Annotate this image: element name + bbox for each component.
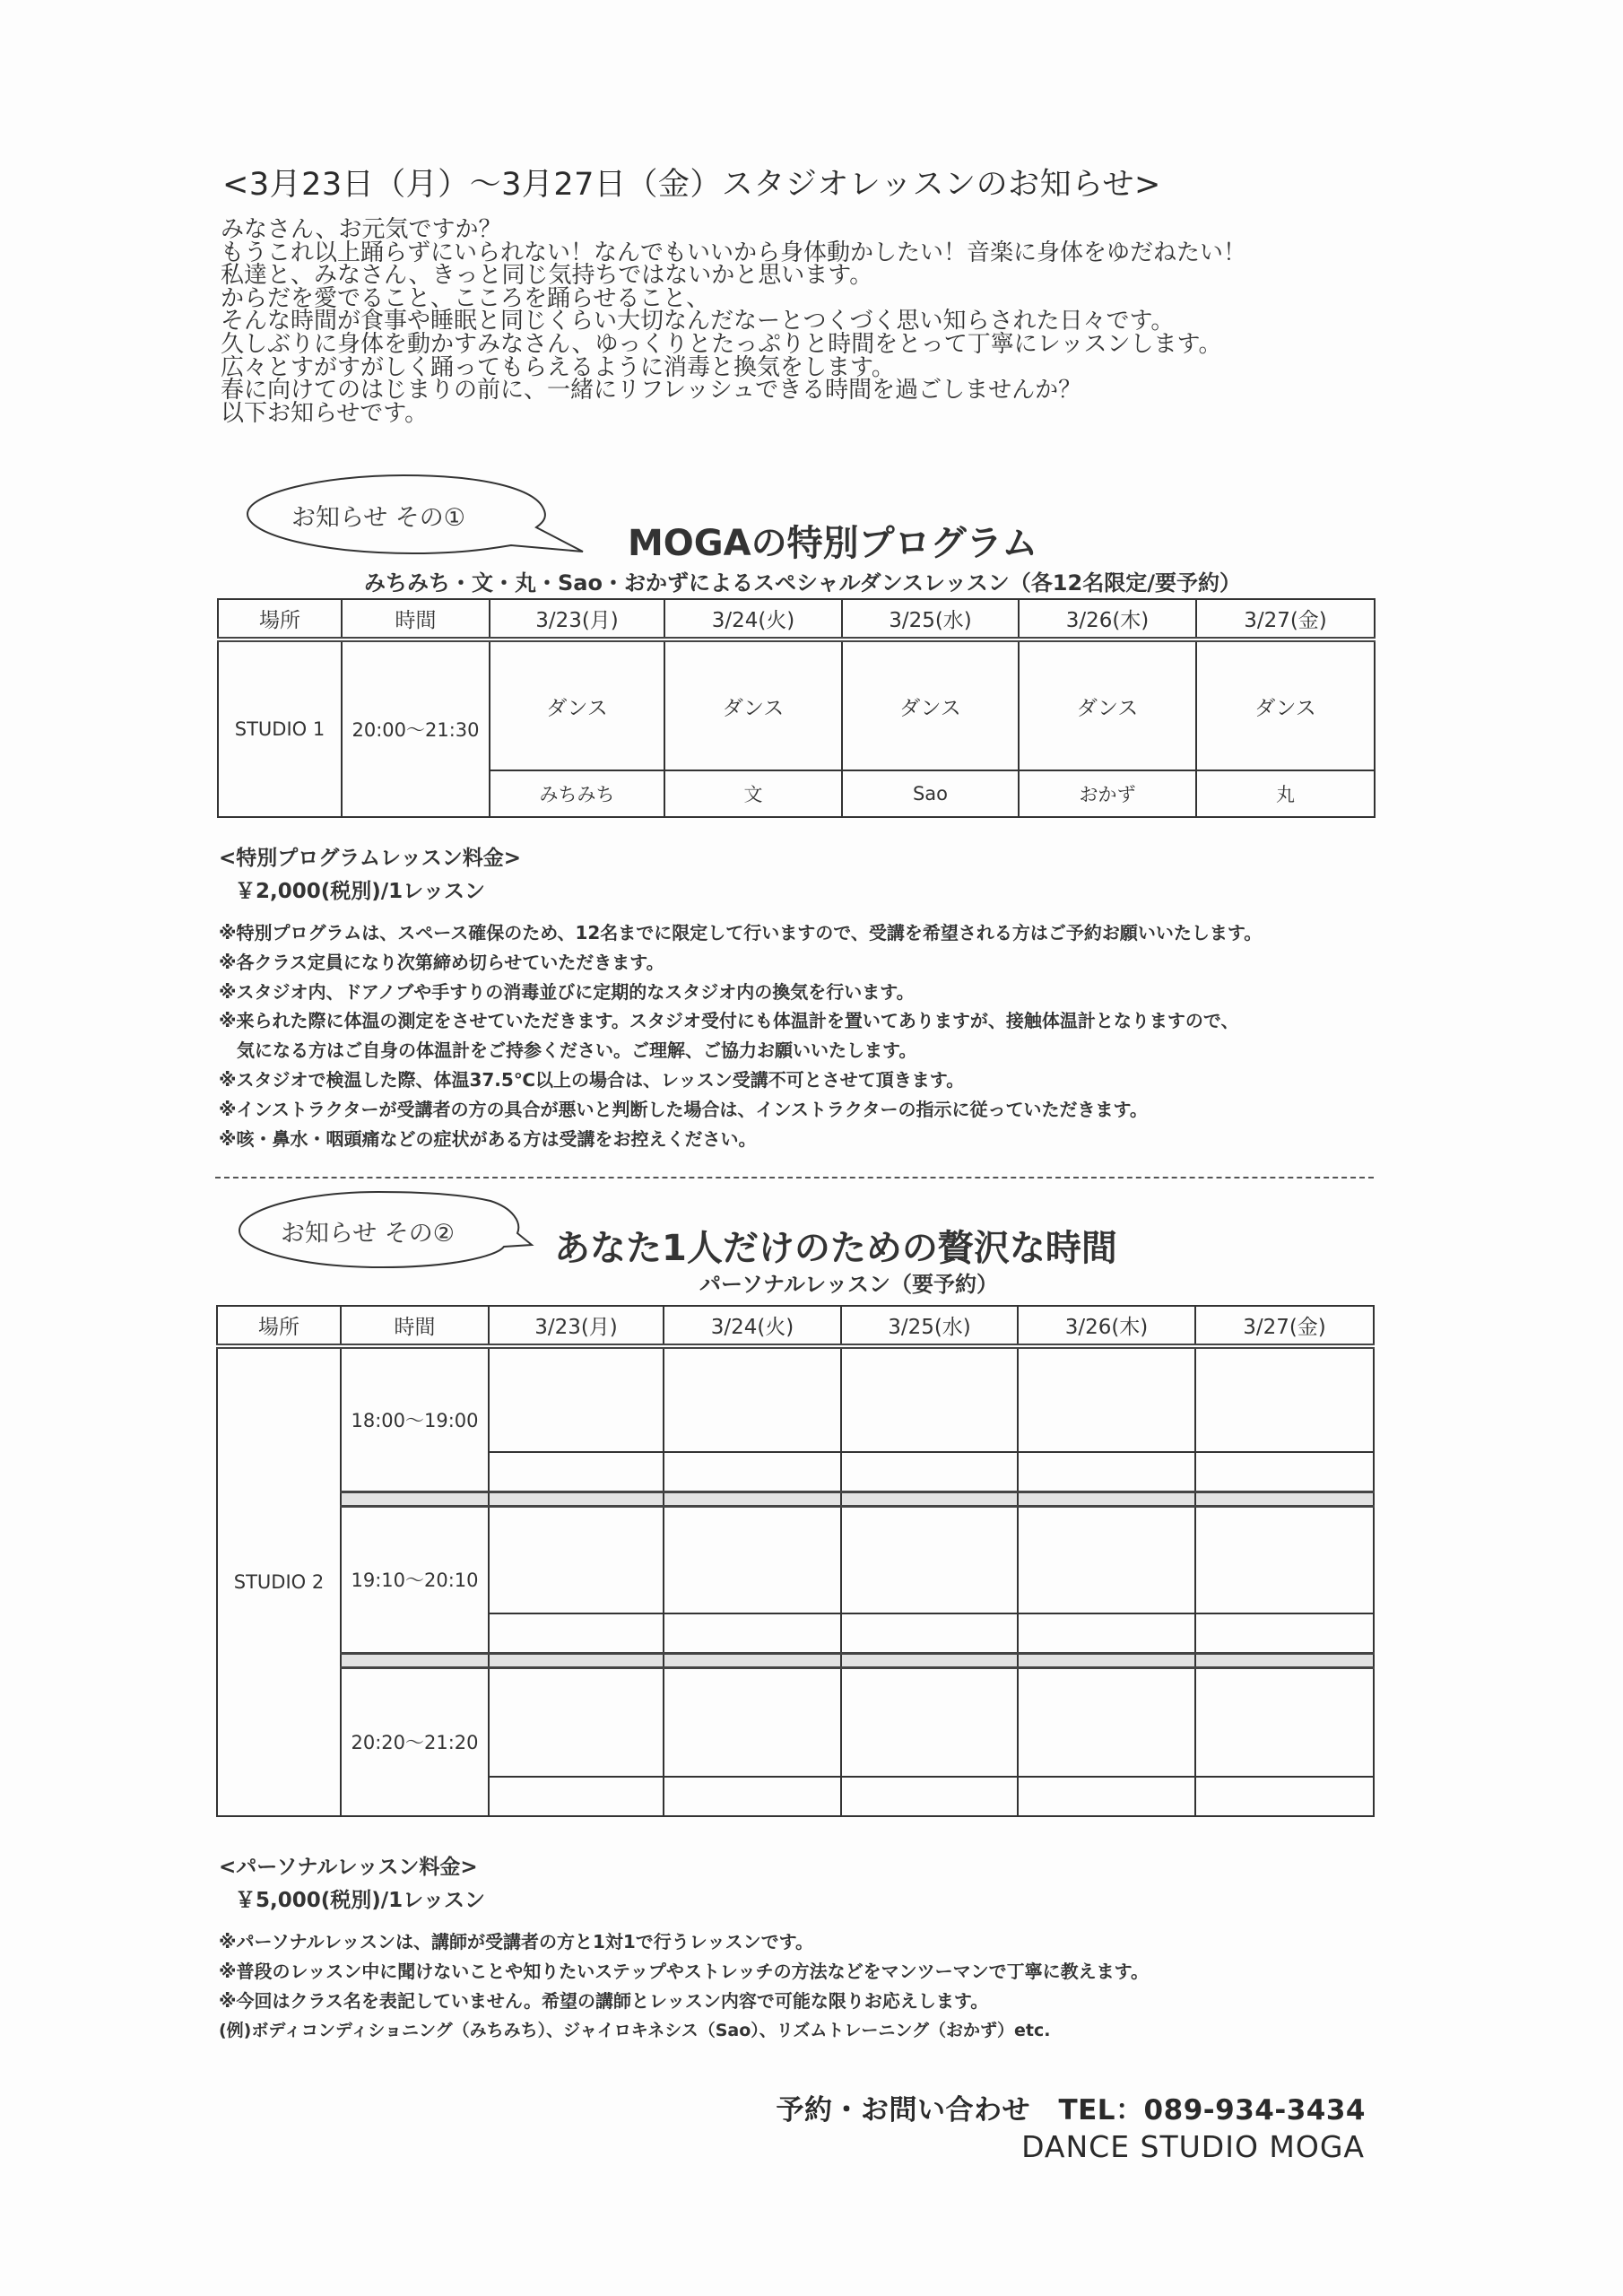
intro-line: みなさん、お元気ですか？ xyxy=(221,216,502,243)
slot-cell[interactable] xyxy=(1195,1506,1374,1613)
slot-cell[interactable] xyxy=(1018,1346,1195,1452)
header-date: 3/27(金) xyxy=(1196,599,1375,639)
slot-cell[interactable] xyxy=(1018,1506,1195,1613)
break-band xyxy=(217,1492,1374,1506)
header-date: 3/25(水) xyxy=(841,1306,1018,1346)
intro-line: 春に向けてのはじまりの前に、一緒にリフレッシュできる時間を過ごしませんか？ xyxy=(221,377,1082,404)
header-date: 3/25(水) xyxy=(842,599,1019,639)
note-line: ※普段のレッスン中に聞けないことや知りたいステップやストレッチの方法などをマンツーマンで丁寧に教えます。 xyxy=(219,1961,1150,1982)
slot-instructor-cell[interactable] xyxy=(841,1613,1018,1653)
intro-line: 広々とすがすがしく踊ってもらえるように消毒と換気をします。 xyxy=(221,353,895,381)
special-program-table xyxy=(217,598,1376,818)
time-cell: 20:00～21:30 xyxy=(342,639,490,817)
slot-instructor-cell[interactable] xyxy=(1018,1613,1195,1653)
personal-fee-value: ￥5,000(税別)/1レッスン xyxy=(235,1889,485,1912)
intro-line: からだを愛でること、こころを踊らせること、 xyxy=(221,284,710,312)
time-cell: 20:20～21:20 xyxy=(341,1667,489,1816)
class-cell: ダンス xyxy=(664,639,842,770)
slot-instructor-cell[interactable] xyxy=(489,1452,664,1492)
slot-instructor-cell[interactable] xyxy=(1195,1777,1374,1816)
note-line: 気になる方はご自身の体温計をご持参ください。ご理解、ご協力お願いいたします。 xyxy=(219,1039,917,1062)
note-line: ※スタジオ内、ドアノブや手すりの消毒並びに定期的なスタジオ内の換気を行います。 xyxy=(219,980,915,1003)
note-line: ※スタジオで検温した際、体温37.5℃以上の場合は、レッスン受講不可とさせて頂きます。 xyxy=(219,1068,965,1091)
header-date: 3/26(木) xyxy=(1018,1306,1195,1346)
personal-fee-title: <パーソナルレッスン料金> xyxy=(219,1856,478,1879)
slot-instructor-cell[interactable] xyxy=(1018,1452,1195,1492)
slot-instructor-cell[interactable] xyxy=(1195,1613,1374,1653)
header-time: 時間 xyxy=(341,1306,489,1346)
intro-line: 久しぶりに身体を動かすみなさん、ゆっくりとたっぷりと時間をとって丁寧にレッスンします。 xyxy=(221,330,1222,358)
intro-line: そんな時間が食事や睡眠と同じくらい大切なんだなーとつくづく思い知らされた日々です。 xyxy=(221,308,1175,335)
slot-instructor-cell[interactable] xyxy=(841,1452,1018,1492)
note-line: ※来られた際に体温の測定をさせていただきます。スタジオ受付にも体温計を置いてありますが、接触体温計となりますので、 xyxy=(219,1010,1239,1032)
note-line: ※今回はクラス名を表記していません。希望の講師とレッスン内容で可能な限りお応えします。 xyxy=(219,1990,989,2012)
note-line: ※特別プログラムは、スペース確保のため、12名までに限定して行いますので、受講を希望される方はご予約お願いいたします。 xyxy=(219,922,1263,944)
slot-cell[interactable] xyxy=(1195,1346,1374,1452)
slot-cell[interactable] xyxy=(664,1506,841,1613)
slot-cell[interactable] xyxy=(489,1667,664,1777)
instructor-cell: おかず xyxy=(1019,770,1196,817)
slot-instructor-cell[interactable] xyxy=(841,1777,1018,1816)
note-line: ※咳・鼻水・咽頭痛などの症状がある方は受講をお控えください。 xyxy=(219,1127,757,1150)
special-notes xyxy=(219,918,1262,1153)
intro-text xyxy=(221,216,1247,427)
header-date: 3/24(火) xyxy=(664,599,842,639)
intro-line: 以下お知らせです。 xyxy=(221,399,429,427)
class-cell: ダンス xyxy=(1019,639,1196,770)
personal-lesson-table xyxy=(216,1305,1375,1817)
slot-instructor-cell[interactable] xyxy=(664,1777,841,1816)
special-fee-value: ￥2,000(税別)/1レッスン xyxy=(235,880,485,903)
location-cell: STUDIO 1 xyxy=(218,639,342,817)
header-date: 3/27(金) xyxy=(1195,1306,1374,1346)
slot-cell[interactable] xyxy=(664,1346,841,1452)
slot-instructor-cell[interactable] xyxy=(664,1613,841,1653)
header-date: 3/23(月) xyxy=(490,599,664,639)
header-location: 場所 xyxy=(218,599,342,639)
personal-notes xyxy=(219,1927,1149,2046)
time-cell: 18:00～19:00 xyxy=(341,1346,489,1492)
class-cell: ダンス xyxy=(842,639,1019,770)
slot-instructor-cell[interactable] xyxy=(1018,1777,1195,1816)
page-title: <3月23日（月）～3月27日（金）スタジオレッスンのお知らせ> xyxy=(222,167,1161,203)
slot-instructor-cell[interactable] xyxy=(489,1613,664,1653)
bubble-label-1: お知らせ その① xyxy=(291,504,465,532)
instructor-cell: みちみち xyxy=(490,770,664,817)
bubble-label-2: お知らせ その② xyxy=(281,1220,455,1248)
note-line: ※インストラクターが受講者の方の具合が悪いと判断した場合は、インストラクターの指示に従っていただきます。 xyxy=(219,1098,1148,1120)
slot-cell[interactable] xyxy=(1195,1667,1374,1777)
slot-cell[interactable] xyxy=(841,1346,1018,1452)
header-time: 時間 xyxy=(342,599,490,639)
note-line: (例)ボディコンディショニング（みちみち）、ジャイロキネシス（Sao）、リズムトレーニング（おかず）etc. xyxy=(219,2021,1051,2040)
header-location: 場所 xyxy=(217,1306,341,1346)
slot-cell[interactable] xyxy=(664,1667,841,1777)
section-divider xyxy=(215,1177,1374,1178)
slot-cell[interactable] xyxy=(1018,1667,1195,1777)
note-line: ※各クラス定員になり次第締め切らせていただきます。 xyxy=(219,951,664,973)
header-date: 3/26(木) xyxy=(1019,599,1196,639)
header-date: 3/23(月) xyxy=(489,1306,664,1346)
class-cell: ダンス xyxy=(490,639,664,770)
intro-line: 私達と、みなさん、きっと同じ気持ちではないかと思います。 xyxy=(221,262,873,290)
slot-instructor-cell[interactable] xyxy=(489,1777,664,1816)
intro-line: もうこれ以上踊らずにいられない！なんでもいいから身体動かしたい！音楽に身体をゆだねたい！ xyxy=(221,239,1247,266)
instructor-cell: 文 xyxy=(664,770,842,817)
break-band xyxy=(217,1653,1374,1667)
time-cell: 19:10～20:10 xyxy=(341,1506,489,1653)
section2-subheading: パーソナルレッスン（要予約） xyxy=(699,1272,998,1297)
special-fee-title: <特別プログラムレッスン料金> xyxy=(219,847,522,870)
slot-cell[interactable] xyxy=(841,1506,1018,1613)
slot-instructor-cell[interactable] xyxy=(1195,1452,1374,1492)
studio-name: DANCE STUDIO MOGA xyxy=(1021,2129,1365,2164)
contact-line: 予約・お問い合わせ TEL：089-934-3434 xyxy=(776,2094,1366,2126)
slot-cell[interactable] xyxy=(489,1346,664,1452)
location-cell: STUDIO 2 xyxy=(217,1346,341,1816)
instructor-cell: 丸 xyxy=(1196,770,1375,817)
header-date: 3/24(火) xyxy=(664,1306,841,1346)
slot-cell[interactable] xyxy=(489,1506,664,1613)
slot-cell[interactable] xyxy=(841,1667,1018,1777)
section1-heading: MOGAの特別プログラム xyxy=(628,523,1038,564)
note-line: ※パーソナルレッスンは、講師が受講者の方と1対1で行うレッスンです。 xyxy=(219,1931,813,1952)
class-cell: ダンス xyxy=(1196,639,1375,770)
slot-instructor-cell[interactable] xyxy=(664,1452,841,1492)
section2-heading: あなた1人だけのための贅沢な時間 xyxy=(554,1228,1117,1269)
instructor-cell: Sao xyxy=(842,770,1019,817)
section1-subheading: みちみち・文・丸・Sao・おかずによるスペシャルダンスレッスン（各12名限定/要予約） xyxy=(364,570,1241,596)
